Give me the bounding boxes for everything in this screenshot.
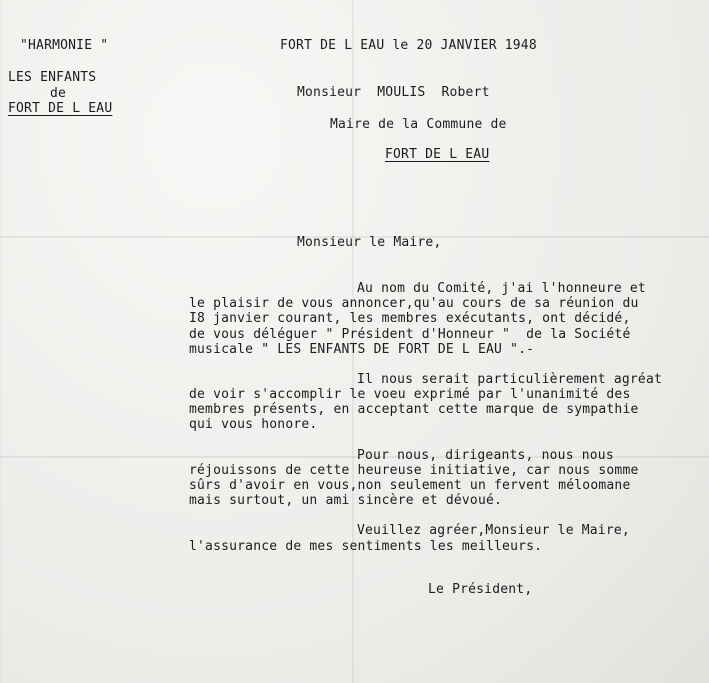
date-line: FORT DE L EAU le 20 JANVIER 1948 bbox=[280, 38, 537, 53]
body-line: sûrs d'avoir en vous,non seulement un fervent méloomane bbox=[189, 478, 631, 493]
body-line: l'assurance de mes sentiments les meilleurs. bbox=[189, 539, 543, 554]
body-line: Il nous serait particulièrement agréat bbox=[357, 372, 663, 387]
body-line: Pour nous, dirigeants, nous nous bbox=[357, 448, 614, 463]
body-line: Au nom du Comité, j'ai l'honneure et bbox=[357, 281, 646, 296]
body-line: le plaisir de vous annoncer,qu'au cours de sa réunion du bbox=[189, 296, 639, 311]
salutation: Monsieur le Maire, bbox=[297, 235, 442, 250]
sender-line: LES ENFANTS bbox=[8, 70, 97, 85]
recipient-name: Monsieur MOULIS Robert bbox=[297, 85, 490, 100]
recipient-title: Maire de la Commune de bbox=[330, 117, 507, 132]
body-line: Veuillez agréer,Monsieur le Maire, bbox=[357, 523, 630, 538]
sender-line: de bbox=[50, 86, 67, 101]
body-line: qui vous honore. bbox=[189, 417, 318, 432]
body-line: réjouissons de cette heureuse initiative, car nous somme bbox=[189, 463, 639, 478]
sender-town: FORT DE L EAU bbox=[8, 101, 113, 116]
sender-name: "HARMONIE " bbox=[20, 38, 109, 53]
recipient-town: FORT DE L EAU bbox=[385, 147, 490, 162]
body-line: de vous déléguer " Président d'Honneur " de la Société bbox=[189, 327, 631, 342]
body-line: membres présents, en acceptant cette marque de sympathie bbox=[189, 402, 639, 417]
body-line: I8 janvier courant, les membres exécutants, ont décidé, bbox=[189, 311, 631, 326]
body-line: de voir s'accomplir le voeu exprimé par l'unanimité des bbox=[189, 387, 631, 402]
body-line: musicale " LES ENFANTS DE FORT DE L EAU ".- bbox=[189, 342, 535, 357]
body-line: mais surtout, un ami sincère et dévoué. bbox=[189, 493, 503, 508]
closing-signature: Le Président, bbox=[428, 582, 533, 597]
